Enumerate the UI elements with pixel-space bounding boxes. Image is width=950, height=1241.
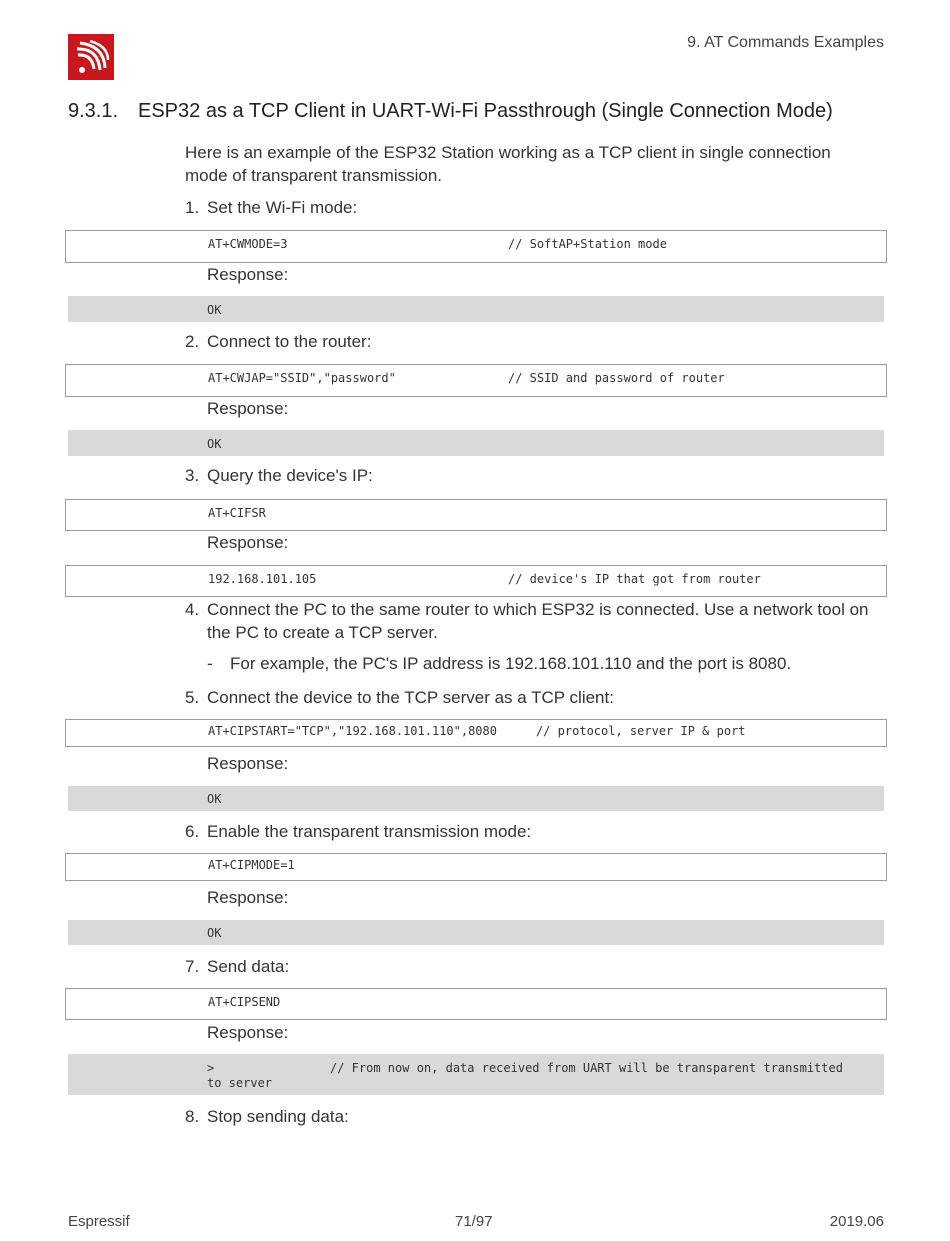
- step-number: 7.: [185, 957, 200, 976]
- bullet-item: [207, 652, 791, 675]
- section-title-text: ESP32 as a TCP Client in UART-Wi-Fi Passthrough (Single Connection Mode): [138, 100, 833, 122]
- step-2: [185, 330, 875, 353]
- command-block: [65, 853, 887, 881]
- response-block: [68, 920, 884, 945]
- section-heading: [68, 100, 833, 123]
- command-comment: // SSID and password of router: [508, 371, 725, 385]
- step-number: 3.: [185, 466, 200, 485]
- chapter-header: 9. AT Commands Examples: [687, 34, 884, 51]
- step-4: [185, 598, 875, 644]
- command-text: AT+CIPSEND: [208, 995, 281, 1009]
- command-block: [65, 230, 887, 263]
- bullet-dash: -: [207, 654, 213, 673]
- step-text: Connect the device to the TCP server as a TCP client:: [207, 688, 614, 707]
- step-text: Connect the PC to the same router to which ESP32 is connected. Use a network tool on the PC to create a TCP server.: [207, 600, 869, 642]
- step-number: 6.: [185, 822, 200, 841]
- step-text: Enable the transparent transmission mode:: [207, 822, 532, 841]
- step-number: 4.: [185, 600, 200, 619]
- response-text: OK: [207, 437, 222, 451]
- command-text: AT+CWJAP="SSID","password": [208, 371, 396, 385]
- step-text: Set the Wi-Fi mode:: [207, 198, 358, 217]
- response-block: [68, 1054, 884, 1095]
- response-comment: // device's IP that got from router: [508, 572, 761, 586]
- response-text: 192.168.101.105: [208, 572, 317, 586]
- response-comment-continued: to server: [207, 1076, 273, 1090]
- step-3: [185, 464, 875, 487]
- step-number: 2.: [185, 332, 200, 351]
- espressif-logo: [68, 34, 114, 80]
- step-text: Query the device's IP:: [207, 466, 373, 485]
- footer-company: Espressif: [68, 1213, 130, 1230]
- command-comment: // protocol, server IP & port: [536, 724, 746, 738]
- step-1: [185, 196, 875, 219]
- command-text: AT+CWMODE=3: [208, 237, 288, 251]
- command-block: [65, 499, 887, 531]
- command-block: [65, 364, 887, 397]
- response-text: OK: [207, 926, 222, 940]
- response-comment: // From now on, data received from UART will be transparent transmitted: [330, 1061, 843, 1075]
- command-comment: // SoftAP+Station mode: [508, 237, 667, 251]
- step-number: 5.: [185, 688, 200, 707]
- step-7: [185, 955, 875, 978]
- response-text: OK: [207, 792, 222, 806]
- section-number: 9.3.1.: [68, 100, 119, 122]
- step-number: 1.: [185, 198, 200, 217]
- step-8: [185, 1105, 875, 1128]
- command-text: AT+CIFSR: [208, 506, 266, 520]
- response-label: Response:: [207, 265, 289, 284]
- step-text: Stop sending data:: [207, 1107, 349, 1126]
- step-text: Connect to the router:: [207, 332, 372, 351]
- command-block: [65, 719, 887, 747]
- response-label: Response:: [207, 754, 289, 773]
- response-block: [65, 565, 887, 597]
- response-block: [68, 786, 884, 811]
- step-number: 8.: [185, 1107, 200, 1126]
- step-5: [185, 686, 875, 709]
- response-prompt: >: [207, 1061, 215, 1075]
- footer-date: 2019.06: [829, 1213, 884, 1230]
- espressif-logo-icon: [68, 34, 114, 80]
- footer-page-number: 71/97: [455, 1213, 493, 1230]
- step-text: Send data:: [207, 957, 290, 976]
- response-label: Response:: [207, 533, 289, 552]
- response-text: OK: [207, 303, 222, 317]
- response-label: Response:: [207, 399, 289, 418]
- intro-paragraph: Here is an example of the ESP32 Station working as a TCP client in single connection mode of transparent transmission.: [185, 143, 831, 185]
- bullet-text: For example, the PC's IP address is 192.168.101.110 and the port is 8080.: [230, 654, 792, 673]
- response-block: [68, 296, 884, 322]
- response-label: Response:: [207, 1023, 289, 1042]
- step-6: [185, 820, 875, 843]
- command-text: AT+CIPSTART="TCP","192.168.101.110",8080: [208, 724, 497, 738]
- response-block: [68, 430, 884, 456]
- command-block: [65, 988, 887, 1020]
- response-label: Response:: [207, 888, 289, 907]
- command-text: AT+CIPMODE=1: [208, 858, 295, 872]
